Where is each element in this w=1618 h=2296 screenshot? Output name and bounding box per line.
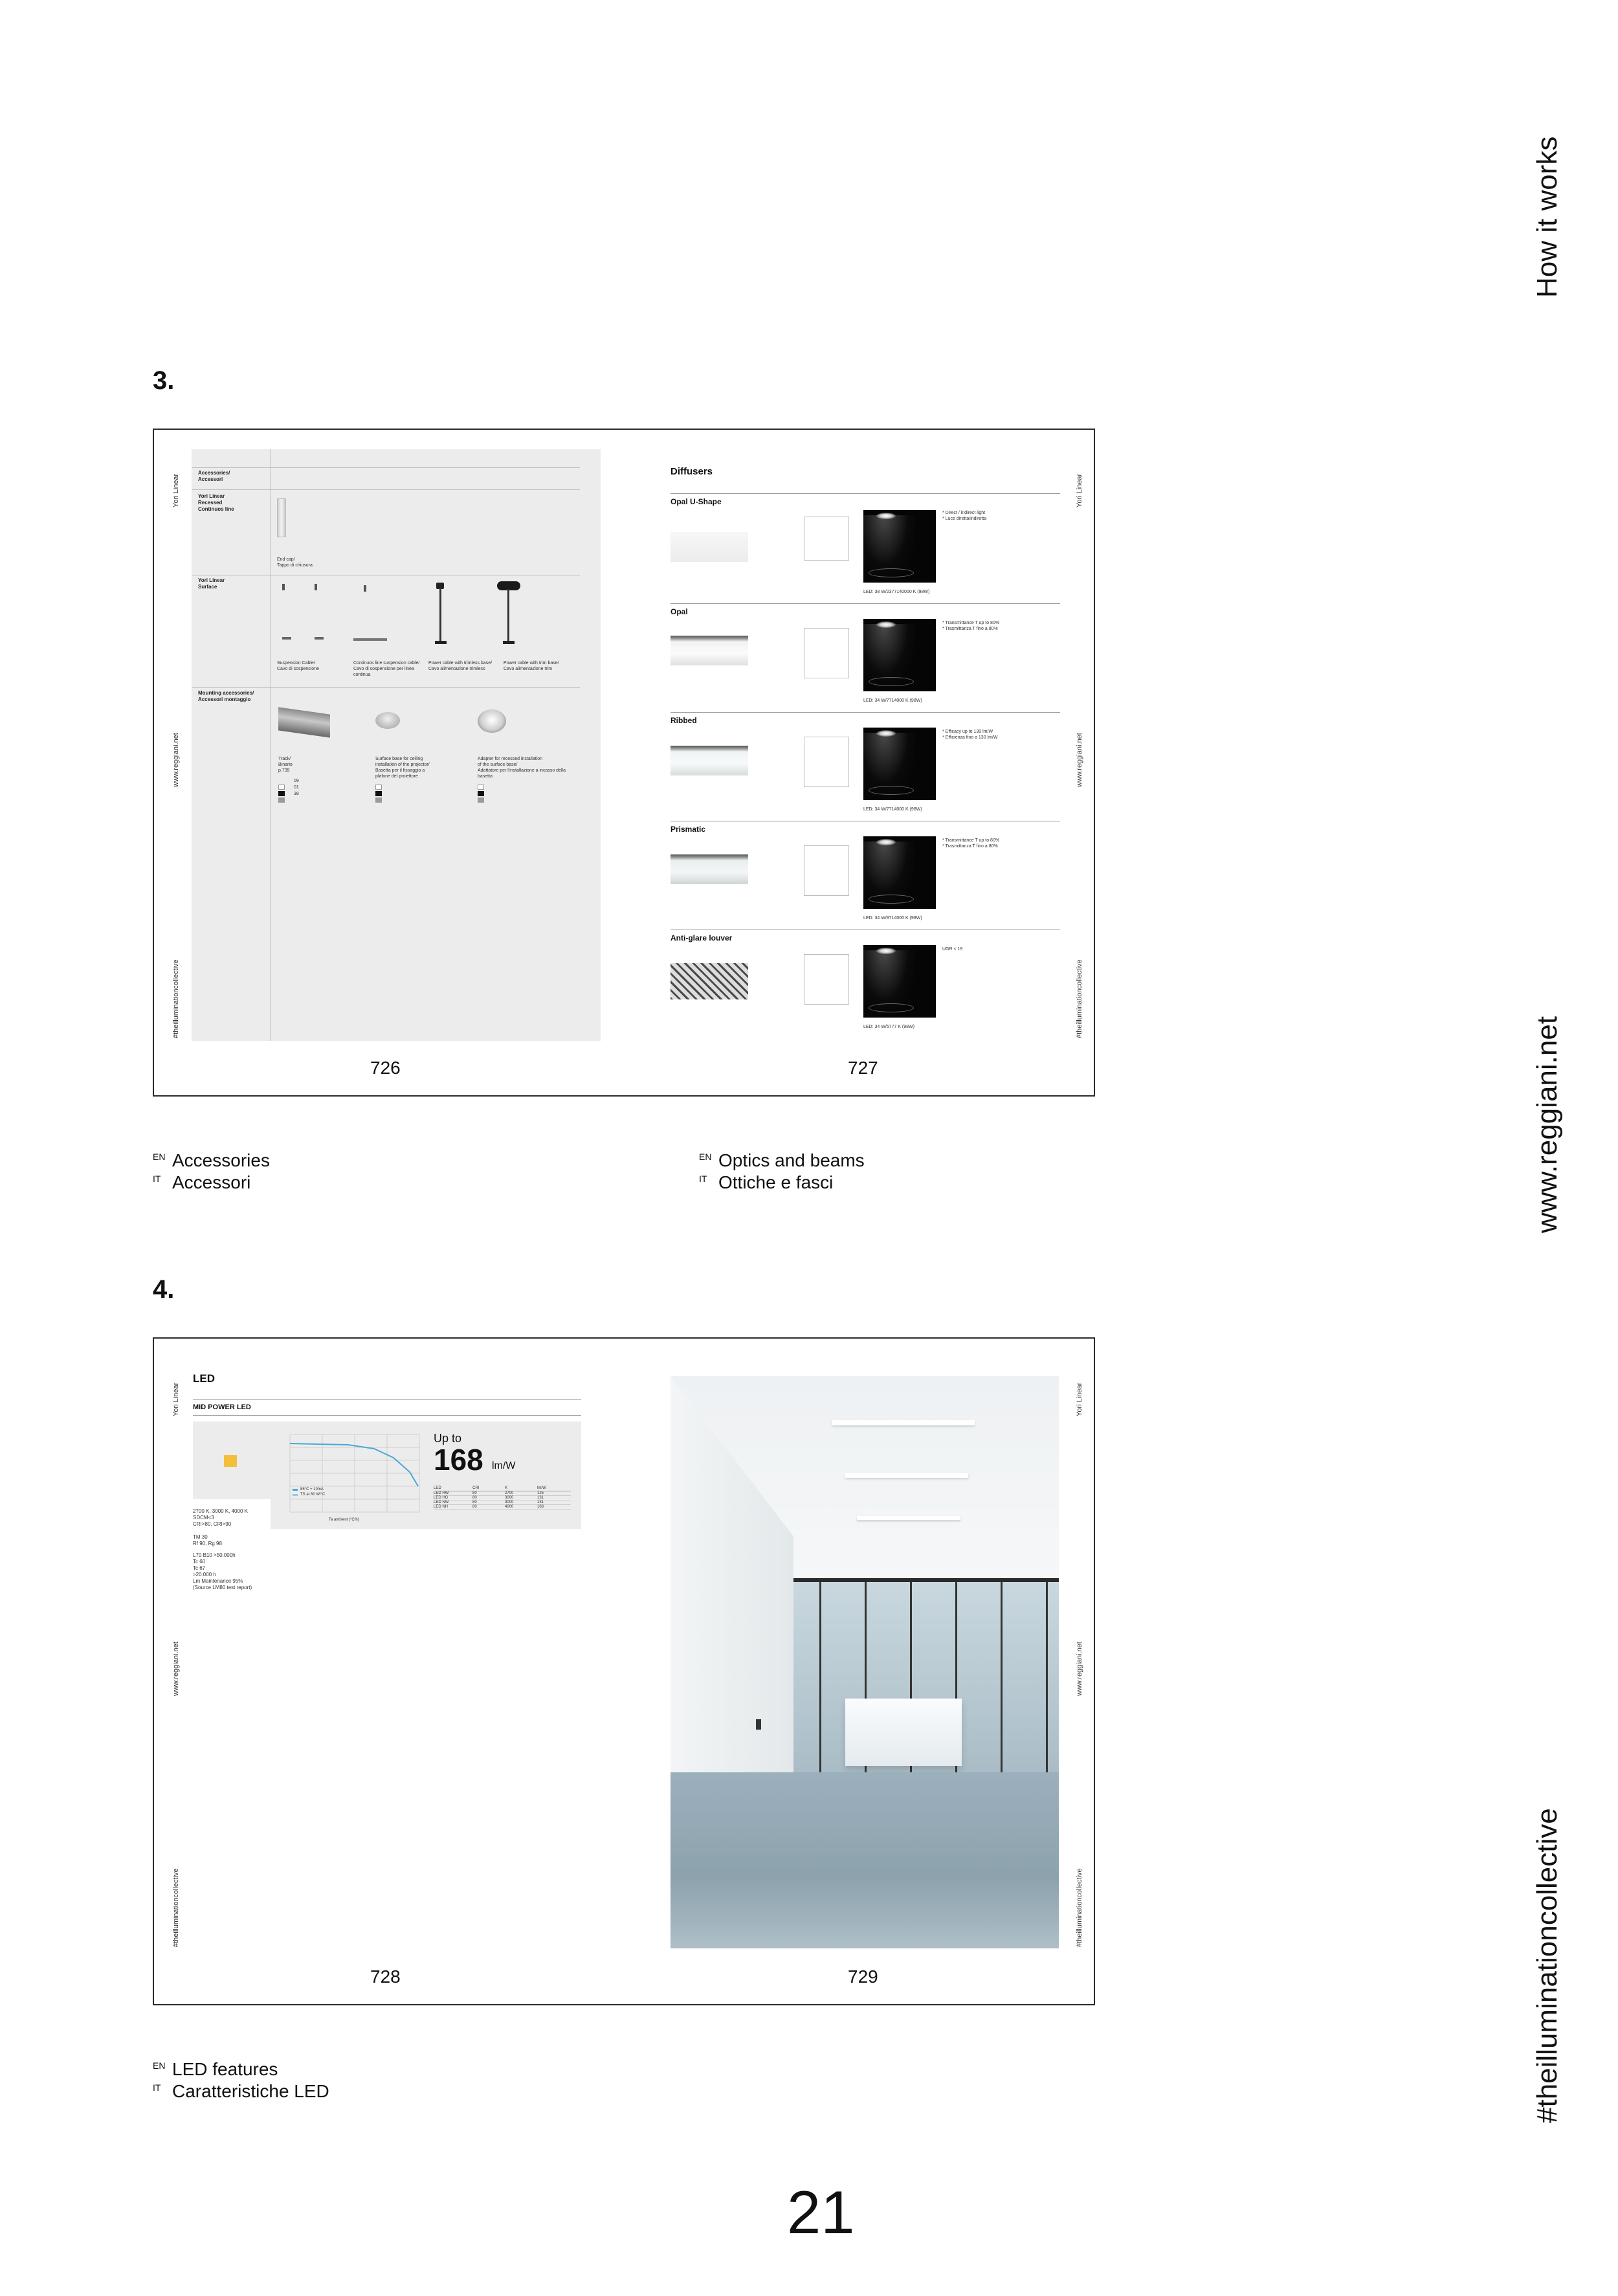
- row2-label: Yori Linear Surface: [198, 577, 225, 590]
- thumb-side-hash: #theilluminationcollective: [172, 1868, 180, 1947]
- lumen-maintenance-chart: [271, 1421, 426, 1529]
- page-number-728: 728: [370, 1967, 401, 1987]
- section-number-4: 4.: [153, 1275, 175, 1304]
- up-to-label: Up to: [434, 1432, 462, 1445]
- cell: LED NH: [434, 1505, 449, 1509]
- cell: 131: [537, 1500, 544, 1504]
- thumbnail-spread-728-729[interactable]: [153, 1337, 1095, 2005]
- cell: 80: [472, 1505, 477, 1509]
- thumb-side-product: Yori Linear: [172, 1382, 180, 1416]
- lang-tag-it: IT: [153, 2082, 161, 2093]
- ceiling-light-slot: [845, 1473, 968, 1478]
- diffuser-notes: * Transmittance T up to 80% * Trasmittanza T fino a 80%: [942, 838, 1000, 849]
- section-number-3: 3.: [153, 366, 175, 395]
- page-number-727: 727: [848, 1058, 878, 1078]
- led-table-header: [434, 1486, 571, 1491]
- diffuser-name: Opal U-Shape: [670, 497, 722, 506]
- thumb-side-hash: #theilluminationcollective: [172, 959, 180, 1038]
- beam-diagram: [863, 728, 936, 800]
- row1-label: Yori Linear Recessed Continuos line: [198, 493, 234, 512]
- cell: LED HW: [434, 1491, 449, 1495]
- side-label-how-it-works: How it works: [1531, 136, 1563, 298]
- finish-code-2: 01: [294, 785, 299, 790]
- diffuser-name: Opal: [670, 607, 688, 616]
- cell: 80: [472, 1496, 477, 1500]
- diffuser-swatch: [670, 854, 748, 884]
- row2-item-4: Power cable with trim base/ Cavo alimentazione trim: [504, 661, 559, 671]
- cell: 80: [472, 1491, 477, 1495]
- caption-en: Optics and beams: [718, 1150, 865, 1170]
- caption-led-features: [153, 2058, 329, 2102]
- track-image: [278, 707, 330, 737]
- lang-tag-it: IT: [699, 1174, 707, 1184]
- thumb-side-hash-right: #theilluminationcollective: [1076, 1868, 1083, 1947]
- thumb-side-web-right: www.reggiani.net: [1076, 733, 1083, 787]
- cell: 168: [537, 1505, 544, 1509]
- cell: LED NW: [434, 1500, 449, 1504]
- dimension-drawing: [804, 845, 849, 896]
- led-table: [434, 1486, 571, 1510]
- row3-item-1: Track/ Binario p.735: [278, 757, 293, 773]
- thumb-side-web: www.reggiani.net: [172, 1642, 180, 1696]
- led-efficacy-chart: [271, 1421, 581, 1529]
- cell: LED HG: [434, 1496, 449, 1500]
- interior-photo: [670, 1376, 1059, 1948]
- led-specs-lifetime: L70 B10 >50.000h Tc 60 Tc 67 >20.000 h Lm Maintenance 95% (Source LM80 test report): [193, 1552, 252, 1590]
- diffuser-swatch: [670, 532, 748, 562]
- dimension-drawing: [804, 954, 849, 1005]
- suspension-cable-image: [282, 584, 285, 590]
- led-specs: 2700 K, 3000 K, 4000 K SDCM<3 CRI>80, CRI>90: [193, 1508, 248, 1527]
- cell: 3000: [505, 1496, 514, 1500]
- diffuser-notes: * Efficacy up to 130 lm/W * Efficienza fino a 130 lm/W: [942, 730, 998, 740]
- beam-diagram: [863, 945, 936, 1018]
- beam-diagram: [863, 510, 936, 583]
- th: K: [505, 1486, 508, 1490]
- beam-diagram: [863, 836, 936, 909]
- table-row: [434, 1505, 571, 1510]
- dimension-drawing: [804, 737, 849, 787]
- th: CRI: [472, 1486, 480, 1490]
- row2-item-3: Power cable with trimless base/ Cavo alimentazione trimless: [428, 661, 493, 671]
- cell: 80: [472, 1500, 477, 1504]
- diffuser-led-spec: LED: 38 W/2377140000 K (98W): [863, 590, 930, 594]
- page-number-729: 729: [848, 1967, 878, 1987]
- table-row: [434, 1500, 571, 1505]
- continuous-suspension-image: [364, 585, 366, 592]
- th: lm/W: [537, 1486, 546, 1490]
- caption-it: Caratteristiche LED: [172, 2081, 329, 2101]
- led-chip-panel: [193, 1421, 271, 1499]
- thumb-side-product-right: Yori Linear: [1076, 473, 1083, 507]
- thumb-side-web-right: www.reggiani.net: [1076, 1642, 1083, 1696]
- caption-optics: [699, 1150, 865, 1194]
- lang-tag-en: EN: [153, 2060, 166, 2071]
- ceiling-light-slot: [857, 1516, 960, 1520]
- diffuser-led-spec: LED: 34 W/8714000 K (98W): [863, 916, 922, 920]
- lumen-curve: [290, 1443, 418, 1486]
- diffuser-notes: * Transmittance T up to 80% * Trasmittanza T fino a 80%: [942, 621, 1000, 631]
- surface-base-image: [375, 712, 400, 729]
- lang-tag-it: IT: [153, 1174, 161, 1184]
- cell: 2700: [505, 1491, 514, 1495]
- floor: [670, 1772, 1059, 1948]
- cell: 131: [537, 1496, 544, 1500]
- wall-switch: [756, 1719, 761, 1730]
- page-number: 21: [787, 2178, 855, 2246]
- thumb-side-web: www.reggiani.net: [172, 733, 180, 787]
- diffuser-swatch: [670, 746, 748, 775]
- th: LED: [434, 1486, 441, 1490]
- caption-it: Accessori: [172, 1172, 251, 1192]
- row2-item-2: Continuos line suspension cable/ Cavo di sospensione per linea continua: [353, 661, 420, 677]
- diffuser-name: Prismatic: [670, 825, 706, 834]
- caption-en: LED features: [172, 2059, 278, 2079]
- cell: 125: [537, 1491, 544, 1495]
- end-cap-image: [277, 498, 286, 537]
- lang-tag-en: EN: [699, 1152, 712, 1162]
- diffuser-led-spec: LED: 34 W/7714000 K (98W): [863, 807, 922, 812]
- diffuser-swatch: [670, 963, 748, 999]
- efficacy-value: 168: [434, 1443, 483, 1477]
- efficacy-unit: lm/W: [492, 1460, 516, 1471]
- diffuser-led-spec: LED: 34 W/6777 K (98W): [863, 1025, 914, 1029]
- caption-it: Ottiche e fasci: [718, 1172, 834, 1192]
- table-row: [434, 1491, 571, 1496]
- accessories-header: Accessories/ Accessori: [198, 470, 230, 482]
- thumb-side-product-right: Yori Linear: [1076, 1382, 1083, 1416]
- side-label-website[interactable]: www.reggiani.net: [1531, 1016, 1563, 1233]
- chart-legend-1: 85°C + 10mA: [300, 1488, 324, 1491]
- diffuser-name: Anti-glare louver: [670, 933, 733, 942]
- caption-accessories: [153, 1150, 270, 1194]
- chart-legend-2: TS at 60 W/°C: [300, 1493, 326, 1497]
- row3-item-2: Surface base for ceiling installation of the projector/ Basetta per il fissaggio a plafone del proiettore: [375, 757, 430, 779]
- row1-item: End cap/ Tappo di chiusura: [277, 557, 313, 568]
- cell: 3000: [505, 1500, 514, 1504]
- thumbnail-spread-726-727[interactable]: [153, 429, 1095, 1097]
- diffuser-notes: * Direct / indirect light * Luce diretta/indiretta: [942, 511, 987, 521]
- dimension-drawing: [804, 517, 849, 561]
- thumb-side-product: Yori Linear: [172, 473, 180, 507]
- diffuser-name: Ribbed: [670, 716, 697, 725]
- row2-item-1: Suspension Cable/ Cavo di sospensione: [277, 661, 319, 671]
- side-label-hashtag[interactable]: #theilluminationcollective: [1531, 1808, 1563, 2123]
- diffuser-swatch: [670, 636, 748, 665]
- finish-code-3: 38: [294, 792, 299, 796]
- cell: 4000: [505, 1505, 514, 1509]
- beam-diagram: [863, 619, 936, 691]
- diffuser-notes: UGR < 19: [942, 947, 963, 952]
- chart-xlabel: Ta ambient (°C/h): [329, 1518, 359, 1522]
- led-specs-tm30: TM 30 Rf 90, Rg 98: [193, 1534, 222, 1546]
- led-chip-icon: [224, 1455, 237, 1467]
- lang-tag-en: EN: [153, 1152, 166, 1162]
- dimension-drawing: [804, 628, 849, 678]
- led-title: LED: [193, 1372, 215, 1385]
- page-number-726: 726: [370, 1058, 401, 1078]
- diffusers-title: Diffusers: [670, 466, 713, 477]
- caption-en: Accessories: [172, 1150, 270, 1170]
- row3-item-3: Adapter for recessed installation of the surface base/ Adattatore per l'installazione a incasso della basetta: [478, 757, 566, 779]
- accessories-table: [192, 449, 601, 1041]
- recessed-adapter-image: [478, 709, 506, 733]
- row3-label: Mounting accessories/ Accessori montaggio: [198, 690, 254, 702]
- finish-code-1: 09: [294, 779, 299, 783]
- table-row: [434, 1496, 571, 1500]
- ceiling-light-slot: [832, 1420, 975, 1425]
- diffuser-led-spec: LED: 34 W/7714000 K (98W): [863, 698, 922, 703]
- reception-desk: [845, 1699, 962, 1766]
- thumb-side-hash-right: #theilluminationcollective: [1076, 959, 1083, 1038]
- led-subtitle: MID POWER LED: [193, 1403, 251, 1411]
